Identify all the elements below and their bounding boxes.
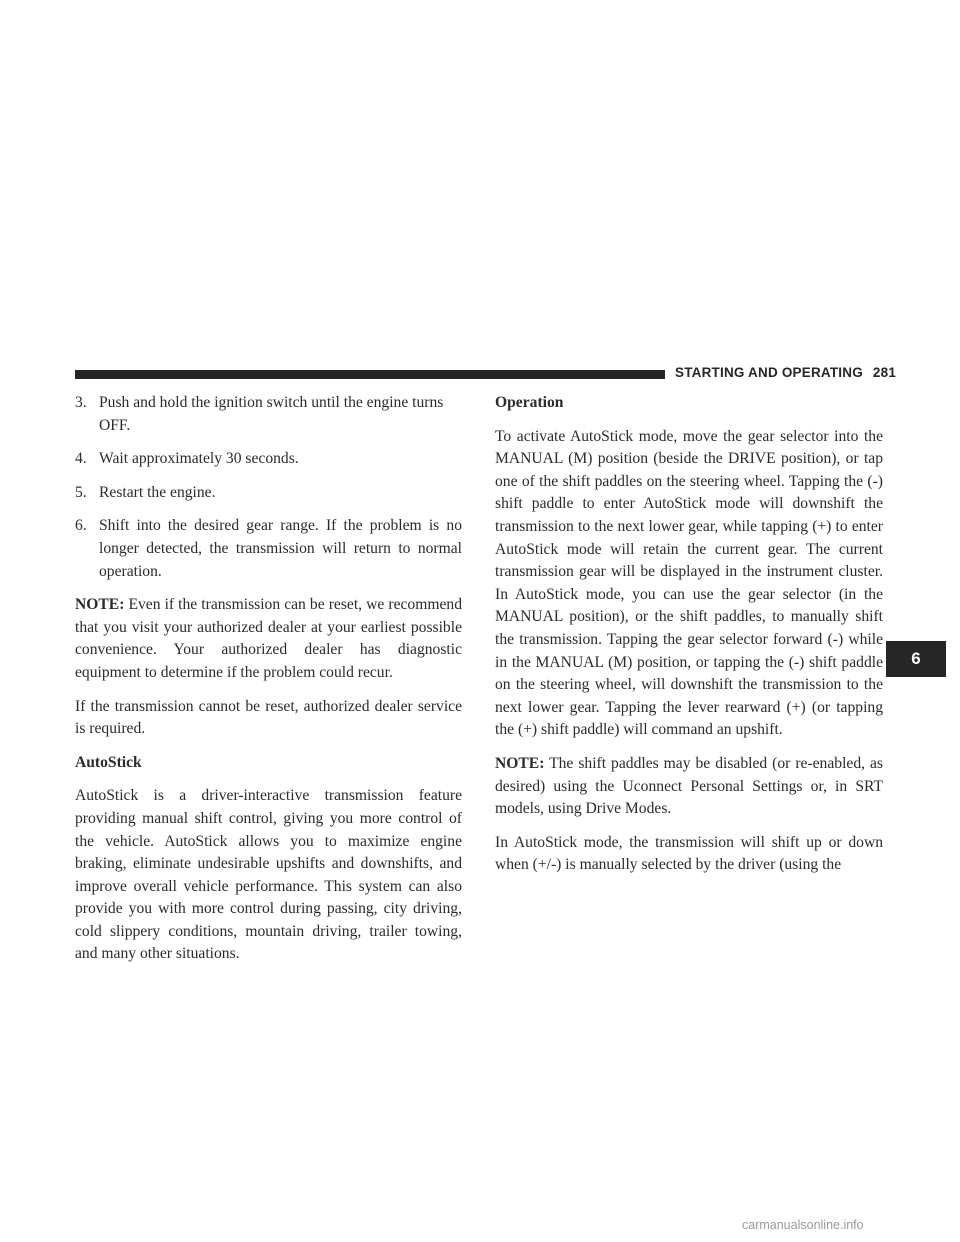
step-item — [75, 515, 462, 583]
note-text: Even if the transmission can be reset, we recommend that you visit your authorized dealer at your earliest possible convenience. Your authorized dealer has diagnostic equipment to determine if the problem could recur. — [75, 596, 462, 681]
note-label: NOTE: — [495, 754, 545, 772]
watermark: carmanualsonline.info — [742, 1218, 864, 1232]
autostick-paragraph: AutoStick is a driver-interactive transmission feature providing manual shift control, giving you more control of the vehicle. AutoStick allows you to maximize engine braking, eliminate undesirable upshifts and downshifts, and improve overall vehicle performance. This system can also provide you with more control during passing, city driving, cold slippery conditions, mountain driving, trailer towing, and many other situations. — [75, 787, 462, 963]
step-text: Push and hold the ignition switch until the engine turns OFF. — [99, 394, 444, 434]
section-heading-operation: Operation — [495, 394, 564, 411]
note-text: The shift paddles may be disabled (or re-enabled, as desired) using the Uconnect Personal Settings or, in SRT models, using Drive Modes. — [495, 754, 884, 818]
note-paragraph — [75, 594, 462, 684]
left-column — [75, 392, 462, 977]
chapter-tab: 6 — [886, 641, 946, 677]
step-text: Shift into the desired gear range. If the problem is no longer detected, the transmission will return to normal operation. — [99, 517, 462, 580]
header-rule — [75, 370, 665, 379]
page-number: 281 — [872, 365, 897, 380]
step-number: 5. — [75, 483, 87, 501]
step-text: Wait approximately 30 seconds. — [99, 450, 299, 468]
right-column — [495, 392, 883, 888]
note-label: NOTE: — [75, 596, 125, 614]
step-number: 6. — [75, 517, 87, 535]
step-item — [75, 448, 462, 471]
updown-paragraph: In AutoStick mode, the transmission will shift up or down when (+/-) is manually selected by the driver (using the — [495, 833, 883, 874]
step-item — [75, 482, 462, 505]
step-number: 3. — [75, 394, 87, 411]
operation-paragraph: To activate AutoStick mode, move the gear selector into the MANUAL (M) position (beside the DRIVE position), or tap one of the shift paddles on the steering wheel. Tapping the (-) shift paddle to enter AutoStick mode will downshift the transmission to the next lower gear, while tapping (+) to enter AutoStick mode will retain the current gear. The current transmission gear will be displayed in the instrument cluster. In AutoStick mode, you can use the gear selector (in the MANUAL position), or the shift paddles, to manually shift the transmission. Tapping the gear selector forward (-) while in the MANUAL (M) position, or tapping the (-) shift paddle on the steering wheel, will downshift the transmission to the next lower gear. Tapping the lever rearward (+) (or tapping the (+) shift paddle) will command an upshift. — [495, 427, 883, 739]
step-text: Restart the engine. — [99, 483, 216, 501]
reset-paragraph: If the transmission cannot be reset, authorized dealer service is required. — [75, 697, 462, 738]
section-heading-autostick: AutoStick — [75, 753, 142, 771]
step-number: 4. — [75, 450, 87, 468]
running-header — [675, 365, 896, 380]
note-paragraph — [495, 753, 883, 821]
section-title: STARTING AND OPERATING — [675, 365, 863, 380]
step-item — [75, 392, 462, 437]
